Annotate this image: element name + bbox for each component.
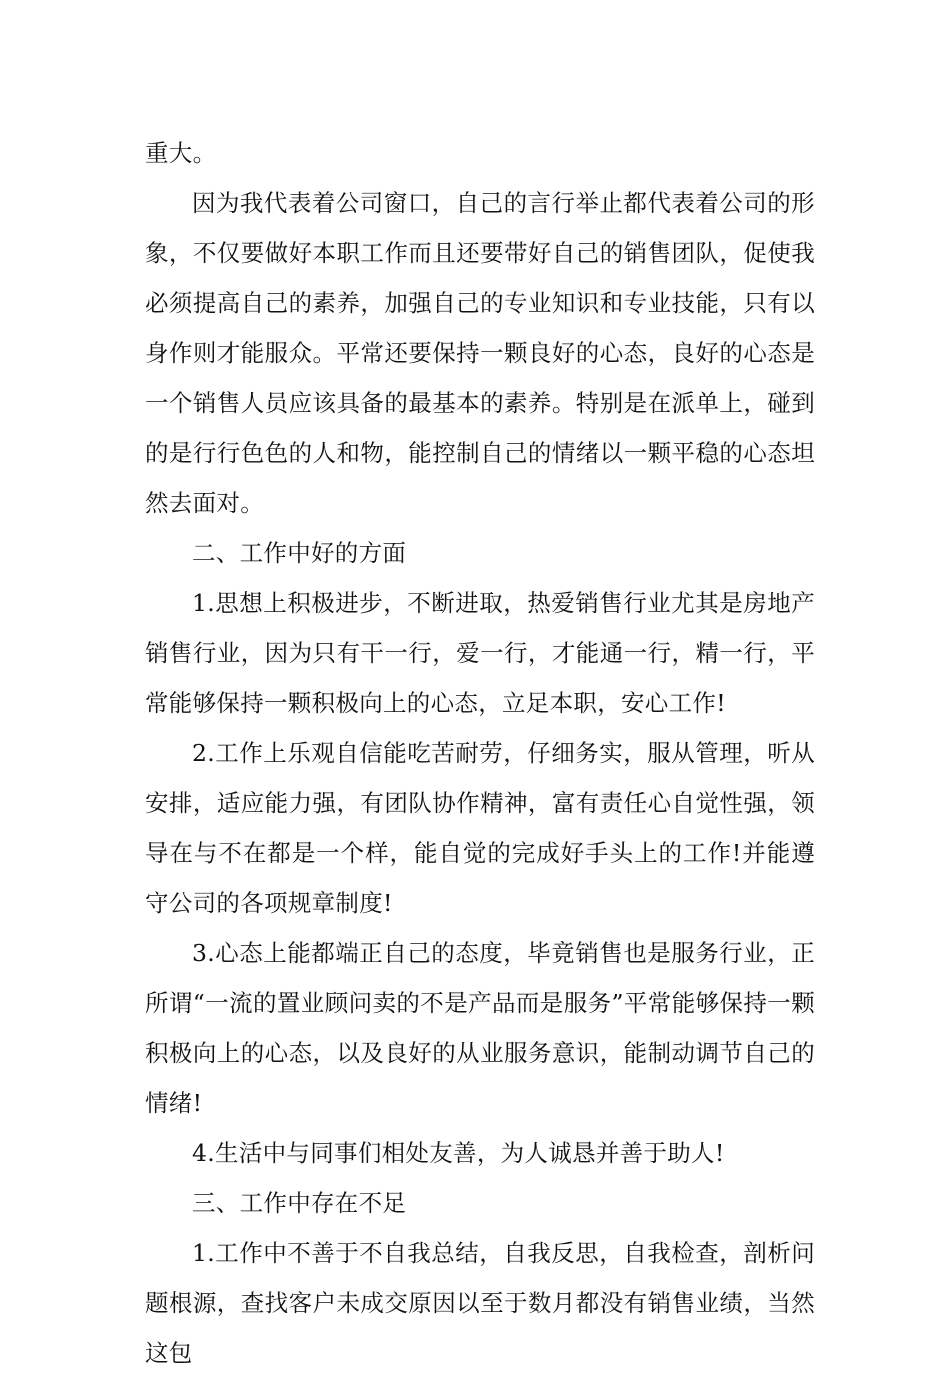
list-item-shortcoming-1: 1.工作中不善于不自我总结，自我反思，自我检查，剖析问题根源，查找客户未成交原因以至于数月都没有销售业绩，当然这包	[145, 1239, 815, 1367]
paragraph-company-image: 因为我代表着公司窗口，自己的言行举止都代表着公司的形象，不仅要做好本职工作而且还要带好自己的销售团队，促使我必须提高自己的素养，加强自己的专业知识和专业技能，只有以身作则才能服众。平常还要保持一颗良好的心态，良好的心态是一个销售人员应该具备的最基本的素养。特别是在派单上，碰到的是行行色色的人和物，能控制自己的情绪以一颗平稳的心态坦然去面对。	[145, 189, 815, 517]
paragraph-continuation: 重大。	[145, 139, 217, 167]
list-item-strength-4: 4.生活中与同事们相处友善，为人诚恳并善于助人!	[192, 1139, 725, 1167]
section-heading-shortcomings: 三、工作中存在不足	[192, 1189, 407, 1217]
list-item-strength-3: 3.心态上能都端正自己的态度，毕竟销售也是服务行业，正所谓“一流的置业顾问卖的不是产品而是服务”平常能够保持一颗积极向上的心态，以及良好的从业服务意识，能制动调节自己的情绪!	[145, 939, 815, 1117]
section-heading-strengths: 二、工作中好的方面	[192, 539, 407, 567]
list-item-strength-1: 1.思想上积极进步，不断进取，热爱销售行业尤其是房地产销售行业，因为只有干一行，爱一行，才能通一行，精一行，平常能够保持一颗积极向上的心态，立足本职，安心工作!	[145, 589, 815, 717]
document-body	[145, 128, 815, 1378]
list-item-strength-2: 2.工作上乐观自信能吃苦耐劳，仔细务实，服从管理，听从安排，适应能力强，有团队协作精神，富有责任心自觉性强，领导在与不在都是一个样，能自觉的完成好手头上的工作!并能遵守公司的各项规章制度!	[145, 739, 815, 917]
